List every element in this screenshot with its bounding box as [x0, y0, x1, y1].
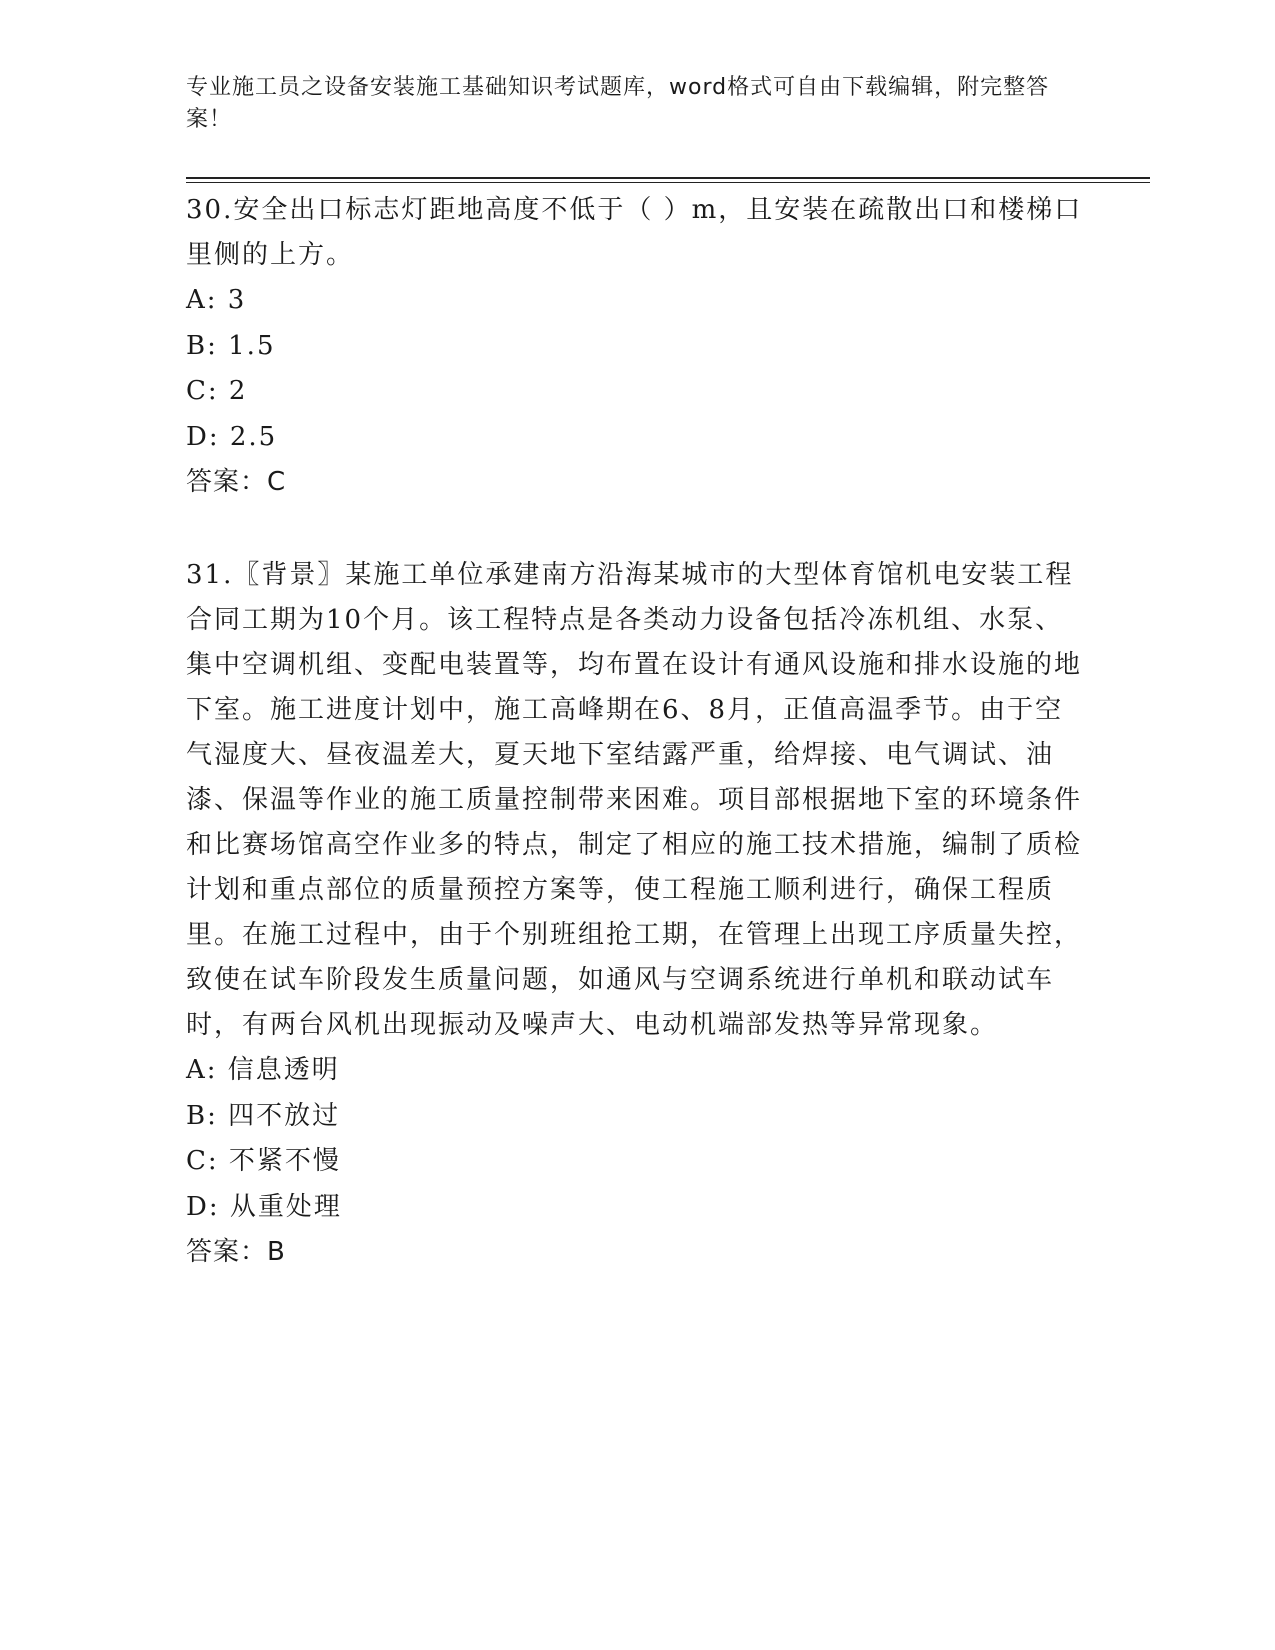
document-header: [186, 72, 1066, 136]
option-a: A: 信息透明: [186, 1055, 340, 1085]
option-a: A: 3: [186, 285, 247, 315]
option-d: D: 从重处理: [186, 1191, 342, 1222]
option-b: B: 1.5: [186, 330, 276, 361]
question-30: [186, 188, 1086, 505]
answer: 答案：C: [186, 467, 287, 497]
option-c: C: 不紧不慢: [186, 1146, 341, 1176]
answer: 答案：B: [186, 1237, 286, 1267]
option-b: B: 四不放过: [186, 1100, 341, 1131]
header-divider-thick: [186, 177, 1150, 179]
question-31: [186, 553, 1086, 1275]
option-d: D: 2.5: [186, 421, 278, 452]
question-stem: 30.安全出口标志灯距地高度不低于（ ）m，且安装在疏散出口和楼梯口里侧的上方。: [186, 195, 1083, 270]
header-divider-thin: [186, 182, 1150, 183]
question-stem: 31.〖背景〗某施工单位承建南方沿海某城市的大型体育馆机电安装工程合同工期为10个月。该工程特点是各类动力设备包括冷冻机组、水泵、集中空调机组、变配电装置等，均布置在设计有通风设施和排水设施的地下室。施工进度计划中，施工高峰期在6、8月，正值高温季节。由于空气湿度大、昼夜温差大，夏天地下室结露严重，给焊接、电气调试、油漆、保温等作业的施工质量控制带来困难。项目部根据地下室的环境条件和比赛场馆高空作业多的特点，制定了相应的施工技术措施，编制了质检计划和重点部位的质量预控方案等，使工程施工顺利进行，确保工程质里。在施工过程中，由于个别班组抢工期，在管理上出现工序质量失控，致使在试车阶段发生质量问题，如通风与空调系统进行单机和联动试车时，有两台风机出现振动及噪声大、电动机端部发热等异常现象。: [186, 560, 1083, 1040]
option-c: C: 2: [186, 376, 248, 406]
header-text: 专业施工员之设备安装施工基础知识考试题库，word格式可自由下载编辑，附完整答案！: [186, 75, 1050, 132]
